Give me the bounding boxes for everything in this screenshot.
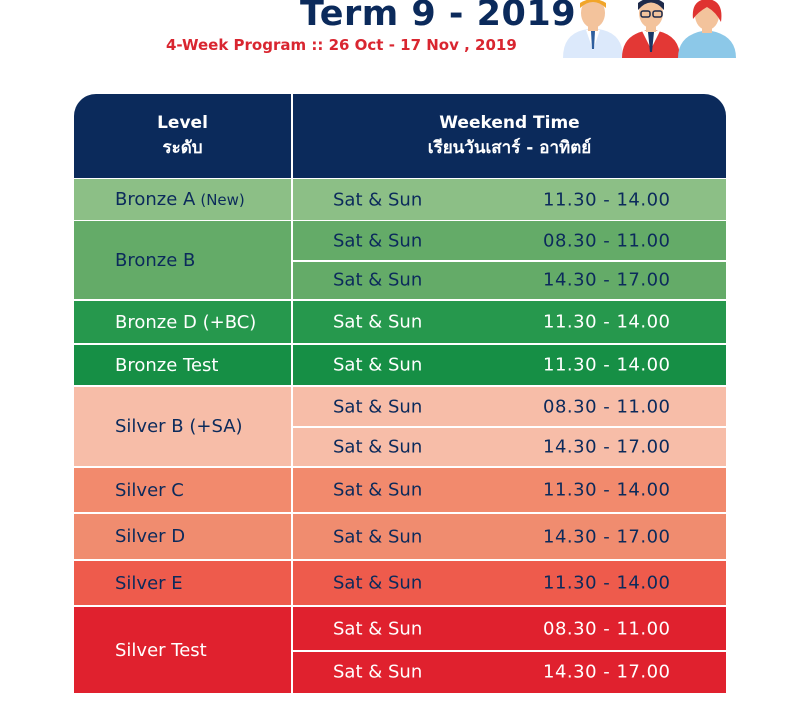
days-label: Sat & Sun bbox=[333, 436, 423, 457]
level-cell bbox=[74, 345, 291, 385]
time-cell bbox=[293, 514, 726, 559]
time-range: 14.30 - 17.00 bbox=[543, 436, 671, 457]
people-illustration bbox=[558, 0, 738, 58]
days-label: Sat & Sun bbox=[333, 354, 423, 376]
days-label: Sat & Sun bbox=[333, 618, 423, 639]
time-range: 11.30 - 14.00 bbox=[543, 354, 671, 376]
level-cell bbox=[74, 561, 291, 605]
time-cell bbox=[293, 651, 726, 693]
time-cell bbox=[293, 607, 726, 650]
days-label: Sat & Sun bbox=[333, 189, 423, 210]
level-name: Silver C bbox=[115, 479, 184, 501]
time-cell bbox=[293, 301, 726, 343]
time-cell bbox=[293, 221, 726, 260]
column-header-time-th: เรียนวันเสาร์ - อาทิตย์ bbox=[427, 138, 592, 158]
time-cell bbox=[293, 345, 726, 385]
time-range: 11.30 - 14.00 bbox=[543, 311, 671, 333]
time-cell bbox=[293, 468, 726, 512]
schedule-table bbox=[74, 94, 726, 694]
row-divider bbox=[293, 650, 726, 652]
time-cell bbox=[293, 561, 726, 605]
column-header-weekend-time bbox=[293, 94, 726, 178]
column-header-level-en: Level bbox=[157, 113, 208, 133]
level-name: Silver D bbox=[115, 526, 186, 547]
term-title: Term 9 - 2019 bbox=[300, 0, 577, 34]
days-label: Sat & Sun bbox=[333, 230, 423, 251]
days-label: Sat & Sun bbox=[333, 572, 423, 594]
level-cell bbox=[74, 514, 291, 559]
column-header-time-en: Weekend Time bbox=[439, 113, 580, 133]
level-cell bbox=[74, 301, 291, 343]
level-cell bbox=[74, 221, 291, 299]
days-label: Sat & Sun bbox=[333, 396, 423, 417]
time-range: 11.30 - 14.00 bbox=[543, 189, 671, 210]
level-cell bbox=[74, 179, 291, 220]
column-header-level-th: ระดับ bbox=[162, 138, 203, 158]
row-divider bbox=[293, 426, 726, 428]
column-header-level bbox=[74, 94, 291, 178]
days-label: Sat & Sun bbox=[333, 269, 423, 291]
time-cell bbox=[293, 179, 726, 220]
level-note: (New) bbox=[200, 190, 245, 209]
time-range: 11.30 - 14.00 bbox=[543, 479, 671, 501]
time-range: 08.30 - 11.00 bbox=[543, 396, 671, 417]
time-range: 14.30 - 17.00 bbox=[543, 269, 671, 291]
person-right-icon bbox=[678, 0, 736, 58]
level-name: Bronze D (+BC) bbox=[115, 311, 257, 333]
level-name: Bronze Test bbox=[115, 354, 219, 376]
time-range: 08.30 - 11.00 bbox=[543, 618, 671, 639]
level-name: Bronze B bbox=[115, 249, 196, 271]
person-center-icon bbox=[622, 0, 680, 58]
level-cell bbox=[74, 607, 291, 693]
time-cell bbox=[293, 261, 726, 299]
level-cell bbox=[74, 468, 291, 512]
level-name: Silver B (+SA) bbox=[115, 416, 243, 437]
days-label: Sat & Sun bbox=[333, 479, 423, 501]
level-name: Silver E bbox=[115, 572, 183, 594]
person-left-icon bbox=[563, 0, 623, 58]
time-range: 14.30 - 17.00 bbox=[543, 661, 671, 683]
time-range: 08.30 - 11.00 bbox=[543, 230, 671, 251]
time-cell bbox=[293, 427, 726, 466]
time-range: 11.30 - 14.00 bbox=[543, 572, 671, 594]
program-subtitle: 4-Week Program :: 26 Oct - 17 Nov , 2019 bbox=[166, 36, 517, 54]
time-cell bbox=[293, 387, 726, 426]
level-name: Silver Test bbox=[115, 639, 207, 661]
days-label: Sat & Sun bbox=[333, 311, 423, 333]
row-divider bbox=[293, 260, 726, 262]
time-range: 14.30 - 17.00 bbox=[543, 526, 671, 547]
level-cell bbox=[74, 387, 291, 466]
level-name: Bronze A bbox=[115, 189, 196, 210]
days-label: Sat & Sun bbox=[333, 526, 423, 547]
days-label: Sat & Sun bbox=[333, 661, 423, 683]
